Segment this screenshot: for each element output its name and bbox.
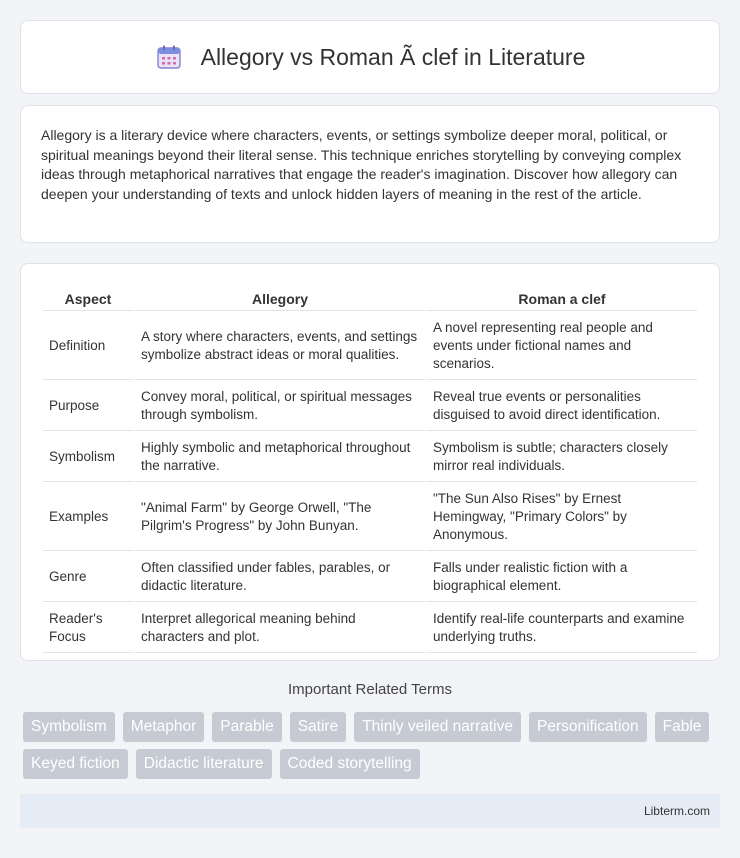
header-aspect: Aspect bbox=[43, 288, 133, 311]
row-roman-a-clef: Reveal true events or personalities disguised to avoid direct identification. bbox=[427, 382, 697, 431]
intro-card bbox=[20, 105, 720, 243]
header-roman-a-clef: Roman a clef bbox=[427, 288, 697, 311]
row-roman-a-clef: "The Sun Also Rises" by Ernest Hemingway, "Primary Colors" by Anonymous. bbox=[427, 484, 697, 551]
comparison-table-card bbox=[20, 263, 720, 661]
tag-thinly-veiled-narrative[interactable]: Thinly veiled narrative bbox=[354, 712, 521, 742]
row-allegory: Highly symbolic and metaphorical throughout the narrative. bbox=[135, 433, 425, 482]
tag-parable[interactable]: Parable bbox=[212, 712, 281, 742]
table-row bbox=[43, 484, 697, 551]
page-title: Allegory vs Roman Ã clef in Literature bbox=[200, 43, 586, 70]
table-row bbox=[43, 433, 697, 482]
related-terms-title: Important Related Terms bbox=[288, 681, 452, 698]
title-wrap bbox=[155, 43, 586, 71]
header-card bbox=[20, 20, 720, 94]
row-allegory: "Animal Farm" by George Orwell, "The Pilgrim's Progress" by John Bunyan. bbox=[135, 484, 425, 551]
row-roman-a-clef: Symbolism is subtle; characters closely mirror real individuals. bbox=[427, 433, 697, 482]
row-allegory: Often classified under fables, parables, or didactic literature. bbox=[135, 553, 425, 602]
tag-fable[interactable]: Fable bbox=[655, 712, 710, 742]
footer-brand[interactable]: Libterm.com bbox=[643, 804, 710, 818]
tag-didactic-literature[interactable]: Didactic literature bbox=[136, 749, 272, 779]
tag-personification[interactable]: Personification bbox=[529, 712, 647, 742]
row-aspect: Symbolism bbox=[43, 433, 133, 482]
row-aspect: Genre bbox=[43, 553, 133, 602]
intro-text: Allegory is a literary device where characters, events, or settings symbolize deeper moral, political, or spiritual meanings beyond their literal sense. This technique enriches storytelling by conveying complex ideas through metaphorical narratives that engage the reader's imagination. Discover how allegory can deepen your understanding of texts and unlock hidden layers of meaning in the rest of the article. bbox=[41, 127, 682, 202]
row-allegory: A story where characters, events, and settings symbolize abstract ideas or moral qualities. bbox=[135, 313, 425, 380]
tag-coded-storytelling[interactable]: Coded storytelling bbox=[280, 749, 420, 779]
row-allegory: Interpret allegorical meaning behind characters and plot. bbox=[135, 604, 425, 653]
table-row bbox=[43, 313, 697, 380]
related-terms-tags bbox=[23, 712, 723, 779]
table-header-row bbox=[43, 288, 697, 311]
tag-satire[interactable]: Satire bbox=[290, 712, 347, 742]
row-roman-a-clef: Falls under realistic fiction with a biographical element. bbox=[427, 553, 697, 602]
tag-keyed-fiction[interactable]: Keyed fiction bbox=[23, 749, 128, 779]
row-roman-a-clef: Identify real-life counterparts and examine underlying truths. bbox=[427, 604, 697, 653]
tag-metaphor[interactable]: Metaphor bbox=[123, 712, 204, 742]
footer bbox=[20, 794, 720, 828]
table-row bbox=[43, 382, 697, 431]
row-roman-a-clef: A novel representing real people and events under fictional names and scenarios. bbox=[427, 313, 697, 380]
row-aspect: Purpose bbox=[43, 382, 133, 431]
calendar-icon bbox=[155, 43, 183, 71]
table-row bbox=[43, 553, 697, 602]
row-allegory: Convey moral, political, or spiritual messages through symbolism. bbox=[135, 382, 425, 431]
comparison-table bbox=[41, 286, 699, 655]
row-aspect: Reader's Focus bbox=[43, 604, 133, 653]
table-row bbox=[43, 604, 697, 653]
row-aspect: Examples bbox=[43, 484, 133, 551]
header-allegory: Allegory bbox=[135, 288, 425, 311]
row-aspect: Definition bbox=[43, 313, 133, 380]
tag-symbolism[interactable]: Symbolism bbox=[23, 712, 115, 742]
